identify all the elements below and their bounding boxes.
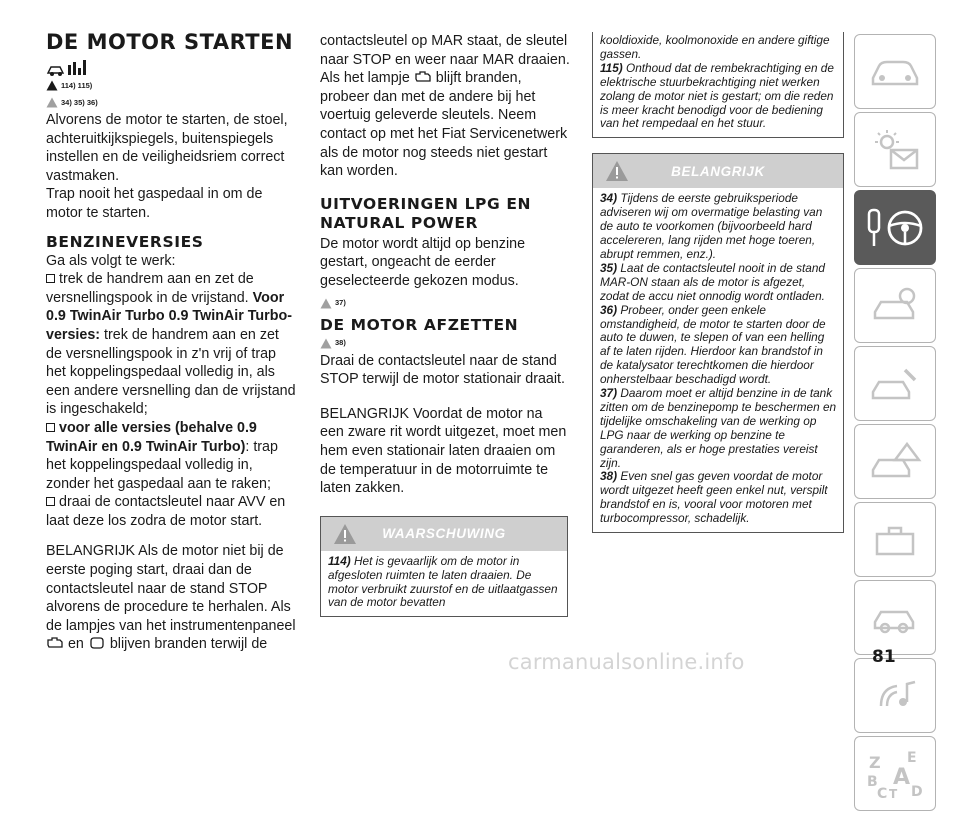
dashboard-lights-icon <box>867 128 923 172</box>
index-letter-t: T <box>889 786 898 801</box>
note-37: 37) Daarom moet er altijd benzine in de tank zitten om de benzinepomp te beschermen en tijdelijke omschakeling van de werking op LPG naar de werking op benzine te garanderen, als er hoge prestaties vereist zijn. <box>600 386 837 470</box>
vehicle-icons <box>46 59 90 79</box>
intro-text-2: Trap nooit het gaspedaal in om de motor te starten. <box>46 186 263 221</box>
refs-b: 34) 35) 36) <box>61 97 98 107</box>
warning-box-body: 114) Het is gevaarlijk om de motor in afgesloten ruimten te laten draaien. De motor verbruikt zuurstof en de uitlaatgassen van de motor bevatten <box>328 553 558 610</box>
note-34: 34) Tijdens de eerste gebruiksperiode adviseren wij om overmatige belasting van de auto te voorkomen (bijvoorbeeld hard accelereren, lang rijden met hoge toeren, abrupt remmen, enz.). <box>600 191 823 261</box>
tab-starting-driving[interactable] <box>854 190 936 265</box>
ref-38-row: 38) <box>320 335 570 352</box>
car-icon <box>867 52 923 92</box>
engine-warning-icon <box>46 636 64 650</box>
glow-plug-icon <box>88 636 106 650</box>
bullet-square-icon <box>46 497 55 506</box>
tab-car[interactable] <box>854 34 936 109</box>
afzetten-belangrijk: BELANGRIJK Voordat de motor na een zware rit wordt uitgezet, moet men hem even stationair laten draaien om de temperatuur in de motorruimte te laten zakken. <box>320 405 567 497</box>
belangrijk-box-title: BELANGRIJK <box>671 163 765 179</box>
tab-dashboard[interactable] <box>854 112 936 187</box>
car-safety-icon <box>867 284 923 328</box>
refs-a: 114) 115) <box>61 80 93 90</box>
belangrijk-box-body <box>593 188 843 532</box>
tab-safety[interactable] <box>854 268 936 343</box>
column-right <box>592 32 844 533</box>
heading-benzineversies: BENZINEVERSIES <box>46 232 204 251</box>
index-letter-b: B <box>867 773 878 790</box>
intro-text: Alvorens de motor te starten, de stoel, achteruitkijkspiegels, buitenspiegels instellen en de veiligheidsriem correct vastmaken. <box>46 112 288 184</box>
step-2: voor alle versies (behalve 0.9 TwinAir en 0.9 TwinAir Turbo): trap het koppelingspedaal volledig in, zonder het gaspedaal aan te raken; <box>46 419 278 492</box>
caution-triangle-icon <box>320 338 332 349</box>
step-1: trek de handrem aan en zet de versnellingspook in de vrijstand. Voor 0.9 TwinAir Turbo 0.9 TwinAir Turbo-versies: trek de handrem aan en zet de versnellingspook in z'n vrij of trap het koppelingspedaal volledig in, als een andere versnelling dan de vrijstand is ingeschakeld; <box>46 271 296 418</box>
warning-icons-row <box>46 60 296 77</box>
heading-afzetten: DE MOTOR AFZETTEN <box>320 315 519 334</box>
key-paragraph: contactsleutel op MAR staat, de sleutel naar STOP en weer naar MAR draaien. Als het lampje blijft branden, probeer dan met de andere bij het voertuig geleverde sleutels. Neem contact op met het Fiat Servicenetwerk als de motor nog steeds niet gestart kan worden. <box>320 33 570 180</box>
engine-warning-icon <box>414 70 432 84</box>
warning-triangle-icon <box>333 523 357 545</box>
page-number: 81 <box>872 647 896 667</box>
bullet-square-icon <box>46 274 55 283</box>
index-letter-a: A <box>893 764 911 790</box>
watermark: carmanualsonline.info <box>508 650 745 674</box>
toolbox-icon <box>867 518 923 562</box>
lpg-text: De motor wordt altijd op benzine gestart, ongeacht de eerder geselecteerde gekozen modus. <box>320 235 526 289</box>
index-icon <box>863 748 927 800</box>
car-wrench-icon <box>867 362 923 406</box>
index-letter-c: C <box>877 785 888 802</box>
tab-tools[interactable] <box>854 502 936 577</box>
caution-triangle-icon <box>46 97 58 108</box>
index-letter-z: Z <box>869 752 881 772</box>
afzetten-text: Draai de contactsleutel naar de stand STOP terwijl de motor stationair draait. <box>320 352 566 388</box>
warning-box-title: WAARSCHUWING <box>382 526 506 542</box>
ref-37-row: 37) <box>320 295 570 312</box>
step-3: draai de contactsleutel naar AVV en laat deze los zodra de motor start. <box>46 494 286 529</box>
column-left <box>46 30 296 654</box>
note-38: 38) Even snel gas geven voordat de motor wordt uitgezet heeft geen enkel nut, verspilt brandstof en is, vooral voor motoren met turbocompressor, schadelijk. <box>600 469 828 526</box>
index-letter-e: E <box>907 749 917 766</box>
belangrijk-box-header <box>593 154 843 188</box>
page-title: DE MOTOR STARTEN <box>46 30 294 54</box>
key-steering-wheel-icon <box>863 206 927 250</box>
warning-box <box>320 516 568 618</box>
caution-triangle-icon <box>320 298 332 309</box>
chapter-tabs <box>854 34 936 814</box>
belangrijk-box <box>592 153 844 533</box>
tab-maintenance[interactable] <box>854 346 936 421</box>
car-spec-icon <box>867 596 923 640</box>
caution-triangle-icon <box>605 160 629 182</box>
warning-box-continued: kooldioxide, koolmonoxide en andere giftige gassen. 115) Onthoud dat de rembekrachtiging en de elektrische stuurbekrachtiging niet werken zolang de motor niet is gestart; om die reden is meer kracht benodigd voor de bediening van het rempedaal en het stuur. <box>592 32 844 138</box>
note-36: 36) Probeer, onder geen enkele omstandigheid, de motor te starten door de auto te duwen, te slepen of van een helling af te laten rijden. Hierdoor kan brandstof in de katalysator terechtkomen die hierdoor onherstelbaar beschadigd wordt. <box>600 302 826 387</box>
note-35: 35) Laat de contactsleutel nooit in de stand MAR-ON staan als de motor is afgezet, zodat de accu niet onnodig wordt ontladen. <box>600 260 825 303</box>
warning-triangle-icon <box>46 80 58 91</box>
refs-notes <box>46 94 296 111</box>
note-115: 115) Onthoud dat de rembekrachtiging en de elektrische stuurbekrachtiging niet werken zolang de motor niet is gestart; om die reden is meer kracht benodigd voor de bediening van het rempedaal en het stuur. <box>600 60 834 131</box>
belangrijk-paragraph: BELANGRIJK Als de motor niet bij de eerste poging start, draai dan de contactsleutel naar de stand STOP alvorens de procedure te herhalen. Als de lampjes van het instrumentenpaneel en blijven branden terwijl de <box>46 543 296 653</box>
tab-specs[interactable] <box>854 580 936 655</box>
media-icon <box>867 674 923 718</box>
refs-warnings <box>46 77 296 94</box>
heading-lpg: UITVOERINGEN LPG EN NATURAL POWER <box>320 194 532 232</box>
bullet-square-icon <box>46 423 55 432</box>
tab-emergency[interactable] <box>854 424 936 499</box>
tab-index[interactable] <box>854 736 936 811</box>
steps-intro: Ga als volgt te werk: <box>46 252 176 269</box>
warning-car-icon <box>867 440 923 484</box>
index-letter-d: D <box>911 783 923 800</box>
warning-box-header <box>321 517 567 551</box>
column-middle <box>320 32 570 617</box>
